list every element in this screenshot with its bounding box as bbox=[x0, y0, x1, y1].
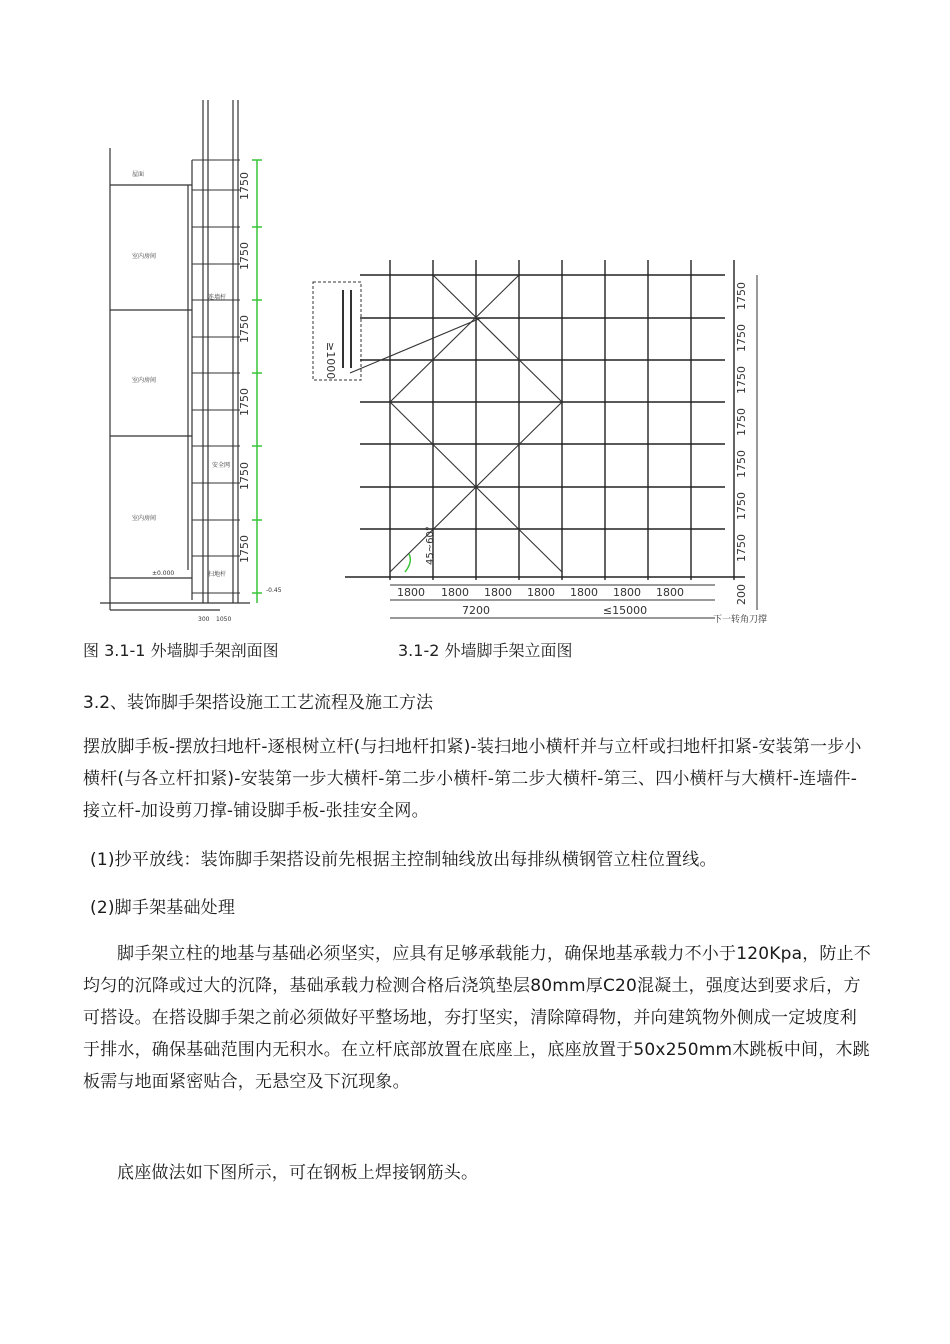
svg-text:≤15000: ≤15000 bbox=[602, 604, 648, 617]
svg-text:-0.45: -0.45 bbox=[266, 587, 282, 594]
svg-text:1750: 1750 bbox=[238, 242, 251, 270]
svg-text:1750: 1750 bbox=[735, 534, 748, 562]
svg-text:1800: 1800 bbox=[397, 586, 425, 599]
svg-text:扫地杆: 扫地杆 bbox=[208, 571, 227, 578]
svg-text:1800: 1800 bbox=[656, 586, 684, 599]
svg-text:1750: 1750 bbox=[735, 408, 748, 436]
setting-out-paragraph: (1)抄平放线：装饰脚手架搭设前先根据主控制轴线放出每排纵横钢管立柱位置线。 bbox=[90, 850, 717, 870]
svg-text:1800: 1800 bbox=[570, 586, 598, 599]
svg-text:1750: 1750 bbox=[238, 462, 251, 490]
svg-text:300: 300 bbox=[198, 616, 210, 623]
section-drawing bbox=[100, 100, 300, 630]
svg-text:200: 200 bbox=[735, 584, 748, 605]
svg-text:下一转角刀撑: 下一转角刀撑 bbox=[713, 615, 768, 625]
elevation-drawing bbox=[305, 250, 775, 630]
svg-text:7200: 7200 bbox=[462, 604, 490, 617]
svg-text:1750: 1750 bbox=[735, 324, 748, 352]
foundation-paragraph: 脚手架立柱的地基与基础必须坚实，应具有足够承载能力，确保地基承载力不小于120Kpa，防止不均匀的沉降或过大的沉降，基础承载力检测合格后浇筑垫层80mm厚C20混凝土，强度达到要求后，方可搭设。在搭设脚手架之前必须做好平整场地，夯打坚实，清除障碍物，并向建筑物外侧成一定坡度利于排水，确保基础范围内无积水。在立杆底部放置在底座上，底座放置于50x250mm木跳板中间，木跳板需与地面紧密贴合，无悬空及下沉现象。 bbox=[83, 944, 872, 1092]
foundation-heading: (2)脚手架基础处理 bbox=[90, 898, 236, 918]
svg-text:1800: 1800 bbox=[527, 586, 555, 599]
svg-text:±0.000: ±0.000 bbox=[152, 570, 175, 577]
svg-text:1800: 1800 bbox=[441, 586, 469, 599]
base-note-paragraph: 底座做法如下图所示，可在钢板上焊接钢筋头。 bbox=[117, 1163, 479, 1183]
svg-text:1750: 1750 bbox=[735, 282, 748, 310]
svg-text:1050: 1050 bbox=[216, 616, 232, 623]
figure1-caption: 图 3.1-1 外墙脚手架剖面图 bbox=[83, 641, 279, 660]
svg-text:1750: 1750 bbox=[238, 315, 251, 343]
svg-text:1750: 1750 bbox=[238, 388, 251, 416]
svg-text:1750: 1750 bbox=[735, 492, 748, 520]
svg-text:安全网: 安全网 bbox=[212, 462, 231, 469]
section-heading: 3.2、装饰脚手架搭设施工工艺流程及施工方法 bbox=[83, 693, 434, 713]
svg-text:屋面: 屋面 bbox=[132, 171, 145, 178]
svg-text:45~60°: 45~60° bbox=[425, 526, 436, 565]
svg-text:1750: 1750 bbox=[735, 450, 748, 478]
svg-text:≥1000: ≥1000 bbox=[324, 342, 337, 380]
process-flow-paragraph: 摆放脚手板-摆放扫地杆-逐根树立杆(与扫地杆扣紧)-装扫地小横杆并与立杆或扫地杆扣紧-安装第一步小横杆(与各立杆扣紧)-安装第一步大横杆-第二步小横杆-第二步大横杆-第三、四小横杆与大横杆-连墙件-接立杆-加设剪刀撑-铺设脚手板-张挂安全网。 bbox=[83, 737, 862, 821]
svg-text:1750: 1750 bbox=[238, 172, 251, 200]
svg-text:室内房间: 室内房间 bbox=[132, 515, 157, 522]
svg-text:1800: 1800 bbox=[484, 586, 512, 599]
svg-text:1750: 1750 bbox=[735, 366, 748, 394]
svg-text:1750: 1750 bbox=[238, 535, 251, 563]
svg-text:室内房间: 室内房间 bbox=[132, 253, 157, 260]
svg-text:室内房间: 室内房间 bbox=[132, 377, 157, 384]
figure2-caption: 3.1-2 外墙脚手架立面图 bbox=[398, 641, 573, 660]
svg-text:1800: 1800 bbox=[613, 586, 641, 599]
svg-text:连墙杆: 连墙杆 bbox=[208, 294, 227, 301]
